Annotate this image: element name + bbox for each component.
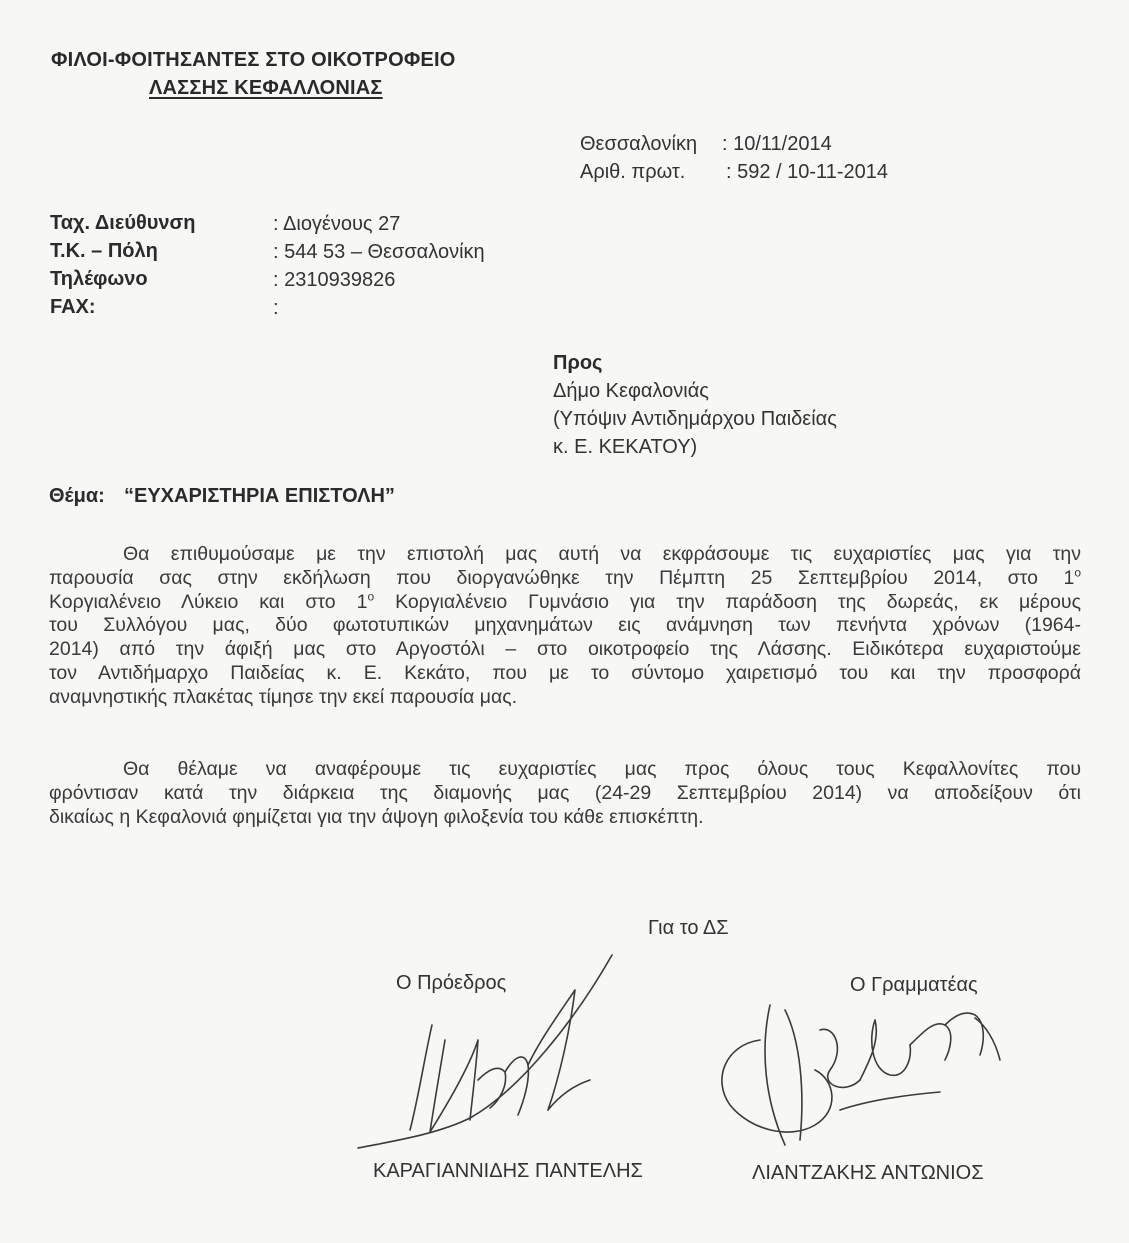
contact-fax-value: : <box>273 297 279 319</box>
president-title: Ο Πρόεδρος <box>396 972 507 994</box>
recipient-line-2: (Υπόψιν Αντιδημάρχου Παιδείας <box>553 408 837 430</box>
contact-address-value: : Διογένους 27 <box>273 213 401 235</box>
paragraph-line: 2014) από την άφιξή μας στο Αργοστόλι – στο οικοτροφείο της Λάσσης. Ειδικότερα ευχαριστούμε <box>49 638 1081 661</box>
ordinal-superscript: ο <box>1074 565 1081 580</box>
secretary-title: Ο Γραμματέας <box>850 974 978 996</box>
contact-postcode-city-value: : 544 53 – Θεσσαλονίκη <box>273 241 485 263</box>
recipient-line-1: Δήμο Κεφαλονιάς <box>553 380 709 402</box>
contact-address-label: Ταχ. Διεύθυνση <box>50 212 196 234</box>
organization-name: ΦΙΛΟΙ-ΦΟΙΤΗΣΑΝΤΕΣ ΣΤΟ ΟΙΚΟΤΡΟΦΕΙΟ <box>51 49 456 71</box>
paragraph-line: φρόντισαν κατά την διάρκεια της διαμονής μας (24-29 Σεπτεμβρίου 2014) να αποδείξουν ότι <box>49 781 1081 804</box>
subject-label: Θέμα: <box>49 485 105 507</box>
paragraph-line: Θα θέλαμε να αναφέρουμε τις ευχαριστίες μας προς όλους τους Κεφαλλονίτες που <box>123 758 1081 780</box>
secretary-name: ΛΙΑΝΤΖΑΚΗΣ ΑΝΤΩΝΙΟΣ <box>752 1162 984 1184</box>
president-name: ΚΑΡΑΓΙΑΝΝΙΔΗΣ ΠΑΝΤΕΛΗΣ <box>373 1160 643 1182</box>
paragraph-line: δικαίως η Κεφαλονιά φημίζεται για την άψογη φιλοξενία του κάθε επισκέπτη. <box>49 805 704 828</box>
line-text: παρουσία σας στην εκδήλωση που διοργανώθηκε την Πέμπτη 25 Σεπτεμβρίου 2014, στο 1 <box>49 566 1075 589</box>
paragraph-line: τον Αντιδήμαρχο Παιδείας κ. Ε. Κεκάτο, που με το σύντομο χαιρετισμό του και την προσφορά <box>49 661 1081 684</box>
recipient-heading: Προς <box>553 352 603 374</box>
recipient-line-3: κ. Ε. ΚΕΚΑΤΟΥ) <box>553 436 698 458</box>
line-text: Κοργιαλένειο Γυμνάσιο για την παράδοση της δωρεάς, εκ μέρους <box>374 590 1081 613</box>
contact-postcode-city-label: Τ.Κ. – Πόλη <box>50 240 158 262</box>
ordinal-superscript: ο <box>367 589 375 604</box>
protocol-number-label: Αριθ. πρωτ. <box>580 161 686 183</box>
contact-fax-label: FAX: <box>50 296 96 318</box>
letter-date-value: : 10/11/2014 <box>722 133 832 155</box>
letter-date-label: Θεσσαλονίκη <box>580 133 698 155</box>
line-text: Κοργιαλένειο Λύκειο και στο 1 <box>49 590 368 613</box>
protocol-number-value: : 592 / 10-11-2014 <box>726 161 888 183</box>
subject-value: “ΕΥΧΑΡΙΣΤΗΡΙΑ ΕΠΙΣΤΟΛΗ” <box>124 485 395 507</box>
paragraph-line: Θα επιθυμούσαμε με την επιστολή μας αυτή να εκφράσουμε τις ευχαριστίες μας για την <box>123 543 1081 565</box>
contact-phone-value: : 2310939826 <box>273 269 396 291</box>
paragraph-line: του Συλλόγου μας, δύο φωτοτυπικών μηχανημάτων εις ανάμνηση των πενήντα χρόνων (1964- <box>49 614 1081 637</box>
organization-location: ΛΑΣΣΗΣ ΚΕΦΑΛΛΟΝΙΑΣ <box>149 77 383 99</box>
board-signoff: Για το ΔΣ <box>648 917 729 939</box>
paragraph-line: αναμνηστικής πλακέτας τίμησε την εκεί παρουσία μας. <box>49 685 518 708</box>
contact-phone-label: Τηλέφωνο <box>50 268 148 290</box>
